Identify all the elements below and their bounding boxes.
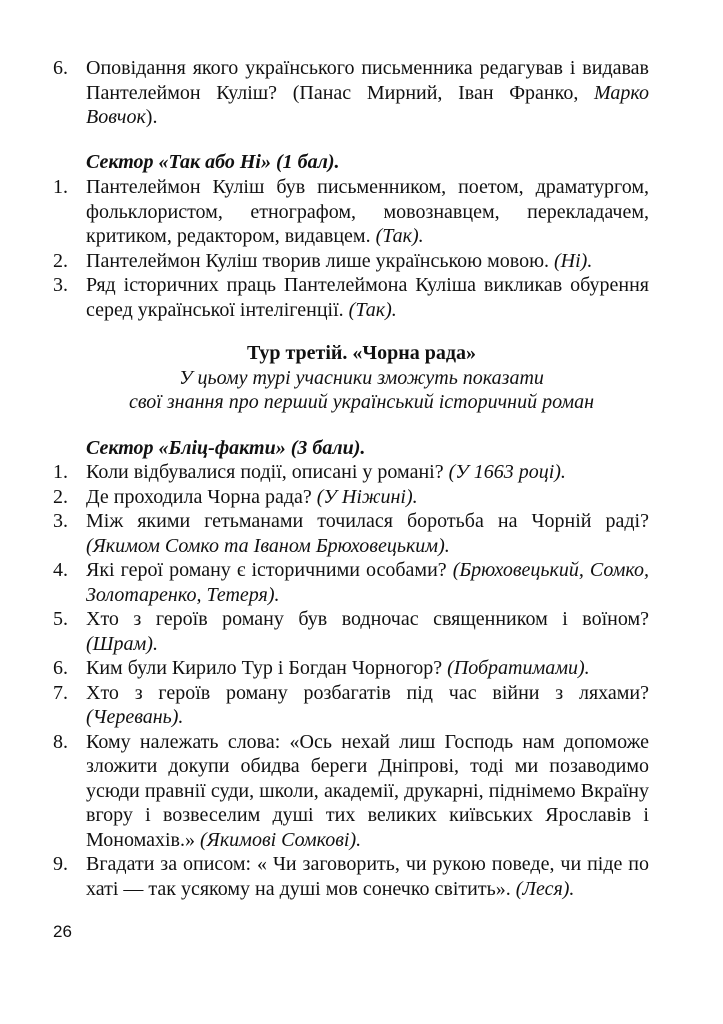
item-answer: (Якимом Сомко та Іваном Брюховецьким). <box>86 534 450 557</box>
list-item <box>53 681 649 730</box>
item-number: 8. <box>53 730 68 753</box>
sector-heading-yes-no: Сектор «Так або Ні» (1 бал). <box>86 151 340 173</box>
item-answer: (Побратимами). <box>447 657 590 679</box>
question-list-yes-no <box>53 175 649 322</box>
item-text: Ряд історичних праць Пантелеймона Куліша викликав обурення серед української інтелігенції. <box>86 274 649 321</box>
item-text: Коли відбувалися події, описані у романі? <box>86 461 449 483</box>
list-item <box>53 730 649 853</box>
item-text: Хто з героїв роману розбагатів під час війни з ляхами? <box>86 681 649 704</box>
item-text: Вгадати за описом: « Чи заговорить, чи рукою поведе, чи піде по хаті — так усякому на душі мов сонечко світить». <box>86 853 649 900</box>
item-number: 9. <box>53 853 68 875</box>
page-number: 26 <box>53 922 72 941</box>
item-text: Де проходила Чорна рада? <box>86 485 317 508</box>
sector-heading-blitz: Сектор «Бліц-факти» (3 бали). <box>86 437 366 459</box>
item-answer: Марко Вовчок <box>86 81 649 128</box>
item-number: 5. <box>53 608 68 630</box>
question-list-blitz <box>53 460 649 901</box>
item-number: 3. <box>53 274 68 296</box>
tour-subtitle-line-1: У цьому турі учасники зможуть показати <box>179 367 544 389</box>
question-list-authors <box>53 56 649 130</box>
item-answer: (У Ніжині). <box>316 485 418 508</box>
item-number: 4. <box>53 559 68 581</box>
item-number: 6. <box>53 657 68 679</box>
list-item <box>53 56 649 130</box>
tour-subtitle-line-2: свої знання про перший український історичний роман <box>129 391 594 413</box>
item-number: 6. <box>53 57 68 79</box>
item-number: 2. <box>53 485 68 508</box>
list-item <box>53 509 649 558</box>
item-answer: (Черевань). <box>86 706 184 728</box>
list-item <box>53 175 649 249</box>
item-answer: (Шрам). <box>86 632 158 655</box>
item-text: Оповідання якого українського письменника редагував і видавав Пантелеймон Куліш? (Панас Мирний, Іван Франко, <box>86 57 649 104</box>
item-text: Ким були Кирило Тур і Богдан Чорногор? <box>86 657 448 679</box>
item-answer: (Так). <box>375 225 424 247</box>
item-number: 2. <box>53 249 68 272</box>
item-number: 7. <box>53 681 68 704</box>
list-item <box>53 656 649 681</box>
item-number: 1. <box>53 176 68 198</box>
item-number: 3. <box>53 510 68 532</box>
item-text: Кому належать слова: «Ось нехай лиш Господь нам допоможе зложити докупи обидва береги Дніпрові, тоді ми позаводимо усюди правнії суди, школи, академії, друкарні, піднімемо Вкраїну вгору і возвеселим душі тих великих київських Ярославів і Мономахів.» <box>86 730 649 851</box>
item-answer: (Ні). <box>554 249 593 272</box>
item-answer: (Брюховецький, Сомко, Золотаренко, Тетеря). <box>86 559 649 606</box>
item-text: Пантелеймон Куліш творив лише українською мовою. <box>86 249 555 272</box>
list-item <box>53 485 649 510</box>
item-answer: (Леся). <box>515 877 575 900</box>
item-answer: (У 1663 році). <box>448 461 566 483</box>
list-item <box>53 558 649 607</box>
item-text: Які герої роману є історичними особами? <box>86 559 453 581</box>
list-item <box>53 852 649 901</box>
item-answer: (Так). <box>348 298 397 321</box>
list-item <box>53 249 649 274</box>
list-item <box>53 460 649 485</box>
item-number: 1. <box>53 461 68 483</box>
list-item <box>53 273 649 322</box>
item-text: Між якими гетьманами точилася боротьба на Чорній раді? <box>86 510 649 532</box>
item-text: Пантелеймон Куліш був письменником, поетом, драматургом, фольклористом, етнографом, мовознавцем, перекладачем, критиком, редактором, видавцем. <box>86 176 649 247</box>
list-item <box>53 607 649 656</box>
item-answer: (Якимові Сомкові). <box>200 828 362 851</box>
item-text: Хто з героїв роману був водночас священником і воїном? <box>86 608 649 630</box>
item-tail: ). <box>145 106 158 128</box>
tour-title: Тур третій. «Чорна рада» <box>246 342 476 364</box>
